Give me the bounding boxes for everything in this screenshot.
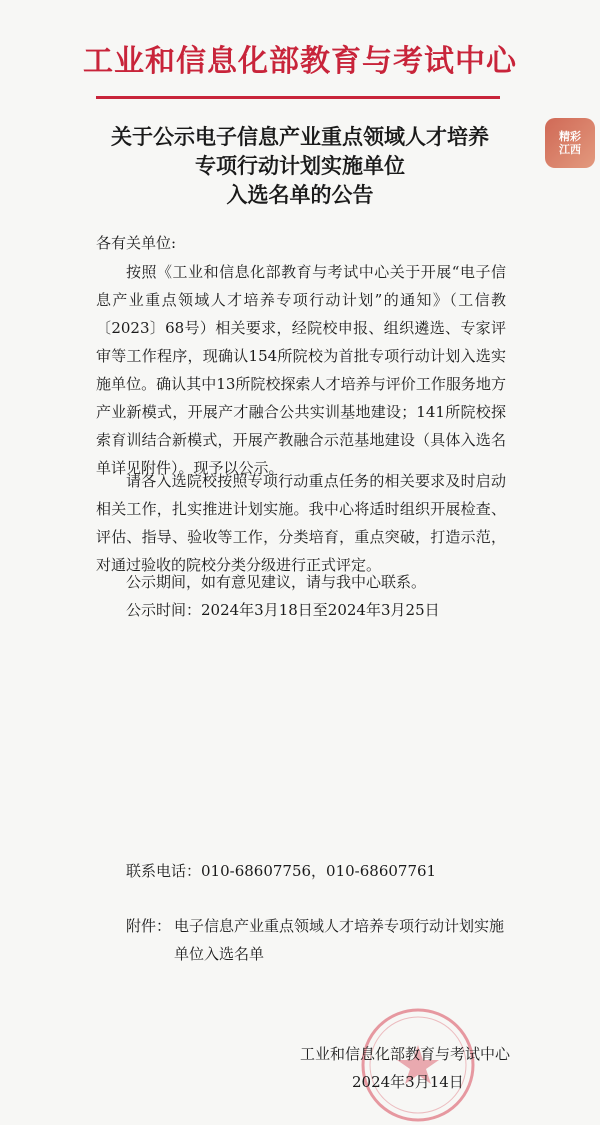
org-header: 工业和信息化部教育与考试中心: [83, 44, 517, 79]
title-line-3: 入选名单的公告: [226, 182, 374, 207]
attachment-label: 附件：: [126, 917, 172, 935]
publicity-period: 公示时间：2024年3月18日至2024年3月25日: [126, 601, 440, 619]
signature-block: [300, 1040, 520, 1096]
watermark-logo: 精彩 江西: [545, 118, 595, 168]
title-line-1: 关于公示电子信息产业重点领域人才培养: [111, 124, 489, 149]
salutation: 各有关单位:: [96, 234, 177, 252]
signature-date: 2024年3月14日: [352, 1073, 464, 1091]
body-paragraph-3: 公示期间，如有意见建议，请与我中心联系。: [126, 573, 427, 591]
attachment-link[interactable]: 电子信息产业重点领域人才培养专项行动计划实施单位入选名单: [174, 917, 505, 963]
contact-phone: 联系电话：010-68607756，010-68607761: [126, 862, 437, 880]
body-paragraph-1: 按照《工业和信息化部教育与考试中心关于开展“电子信息产业重点领域人才培养专项行动计划”的通知》（工信教〔2023〕68号）相关要求，经院校申报、组织遴选、专家评审等工作程序，现确认154所院校为首批专项行动计划入选实施单位。确认其中13所院校探索人才培养与评价工作服务地方产业新模式，开展产才融合公共实训基地建设；141所院校探索育训结合新模式，开展产教融合示范基地建设（具体入选名单详见附件）。现予以公示。: [96, 263, 506, 477]
title-line-2: 专项行动计划实施单位: [195, 153, 405, 178]
body-paragraph-2: 请各入选院校按照专项行动重点任务的相关要求及时启动相关工作，扎实推进计划实施。我中心将适时组织开展检查、评估、指导、验收等工作，分类培育，重点突破，打造示范，对通过验收的院校分类分级进行正式评定。: [96, 472, 506, 574]
notice-title: [0, 122, 600, 209]
header-divider: [96, 96, 500, 99]
signature-org: 工业和信息化部教育与考试中心: [300, 1045, 511, 1063]
